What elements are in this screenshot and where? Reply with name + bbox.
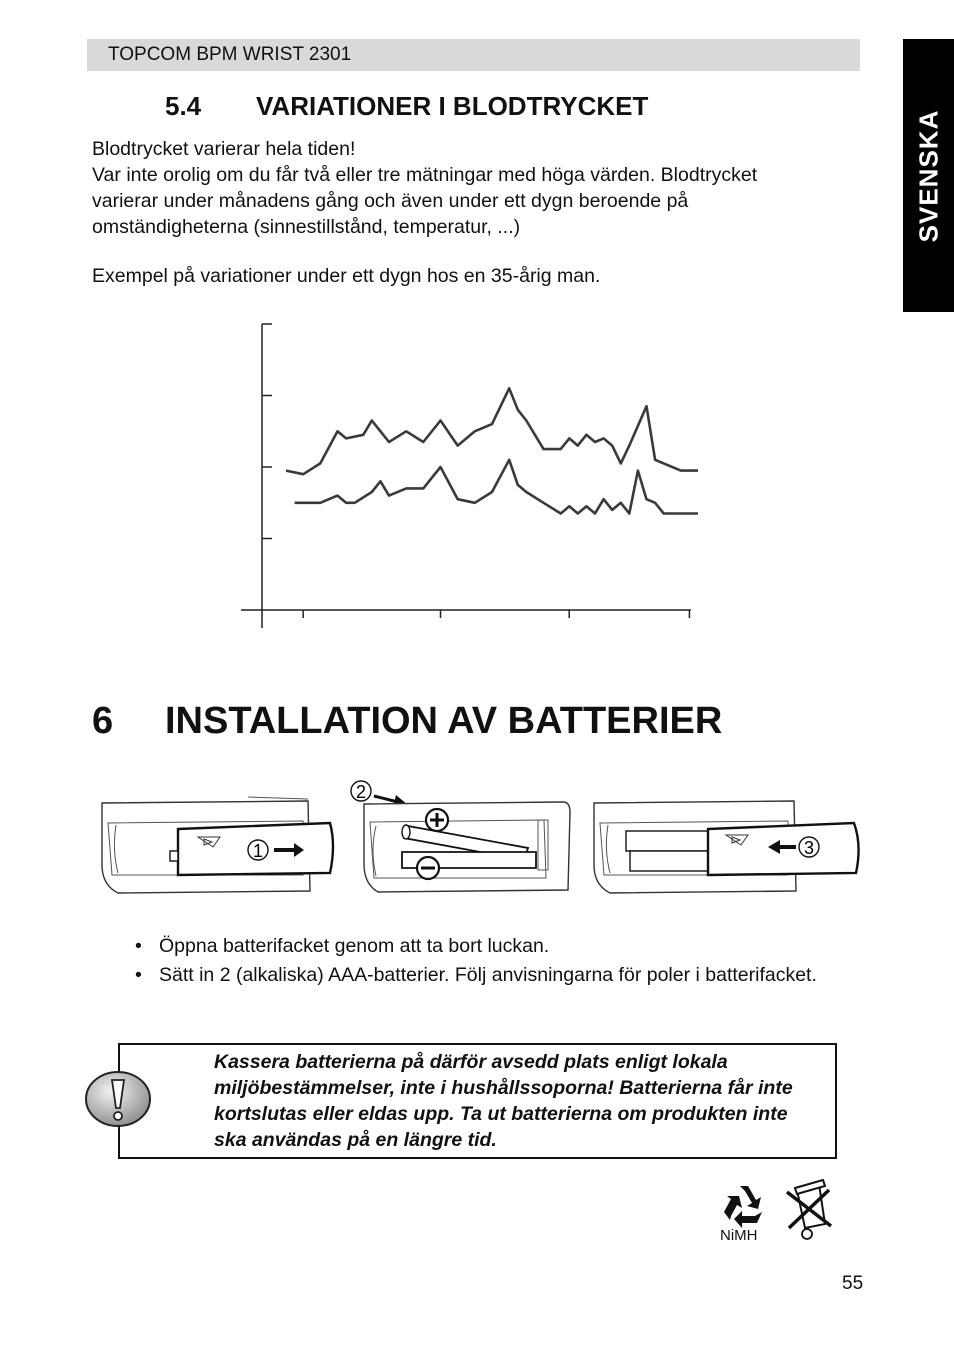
body-paragraph	[92, 136, 757, 240]
battery-step-2-illustration	[348, 778, 580, 898]
paragraph-line: Var inte orolig om du får två eller tre mätningar med höga värden. Blodtrycket	[92, 164, 758, 186]
bullet-glyph: •	[135, 935, 142, 957]
list-item-text: Öppna batterifacket genom att ta bort luckan.	[159, 935, 550, 957]
header-title: TOPCOM BPM WRIST 2301	[108, 44, 352, 65]
section-title: VARIATIONER I BLODTRYCKET	[256, 91, 649, 121]
bullet-glyph: •	[135, 964, 142, 986]
instruction-list	[135, 933, 835, 988]
battery-step-3-illustration	[590, 795, 865, 897]
recycle-label: NiMH	[720, 1227, 758, 1244]
list-item	[135, 962, 835, 988]
section-number: 5.4	[165, 91, 202, 121]
step-3-number: 3	[803, 838, 815, 858]
language-tab-label: SVENSKA	[913, 109, 943, 242]
language-tab	[903, 39, 954, 312]
running-header	[87, 39, 860, 71]
chapter-title: INSTALLATION AV BATTERIER	[165, 700, 723, 742]
blood-pressure-chart	[236, 318, 706, 633]
systolic-series-line	[286, 388, 698, 474]
paragraph-line: Blodtrycket varierar hela tiden!	[92, 138, 356, 160]
list-item-text: Sätt in 2 (alkaliska) AAA-batterier. Följ anvisningarna för poler i batterifacket.	[159, 964, 817, 986]
warning-text: Kassera batterierna på därför avsedd plats enligt lokala miljöbestämmelser, inte i hushållssoporna! Batterierna får inte kortslutas eller eldas upp. Ta ut batterierna om produkten inte ska användas på en längre tid.	[214, 1051, 793, 1151]
chapter-number: 6	[92, 700, 114, 742]
crossed-bin-icon	[783, 1178, 835, 1242]
example-caption: Exempel på variationer under ett dygn hos en 35-årig man.	[92, 265, 601, 287]
step-1-number: 1	[252, 841, 264, 861]
battery-step-1-illustration	[98, 795, 338, 897]
paragraph-line: varierar under månadens gång och även under ett dygn beroende på	[92, 190, 689, 212]
paragraph-line: omständigheterna (sinnestillstånd, temperatur, ...)	[92, 216, 521, 238]
step-2-number: 2	[355, 782, 367, 802]
list-item	[135, 933, 835, 959]
recycle-icon	[720, 1182, 768, 1228]
warning-box	[118, 1043, 837, 1159]
exclamation-icon	[84, 1070, 152, 1128]
page-number: 55	[842, 1273, 864, 1294]
diastolic-series-line	[295, 460, 698, 514]
